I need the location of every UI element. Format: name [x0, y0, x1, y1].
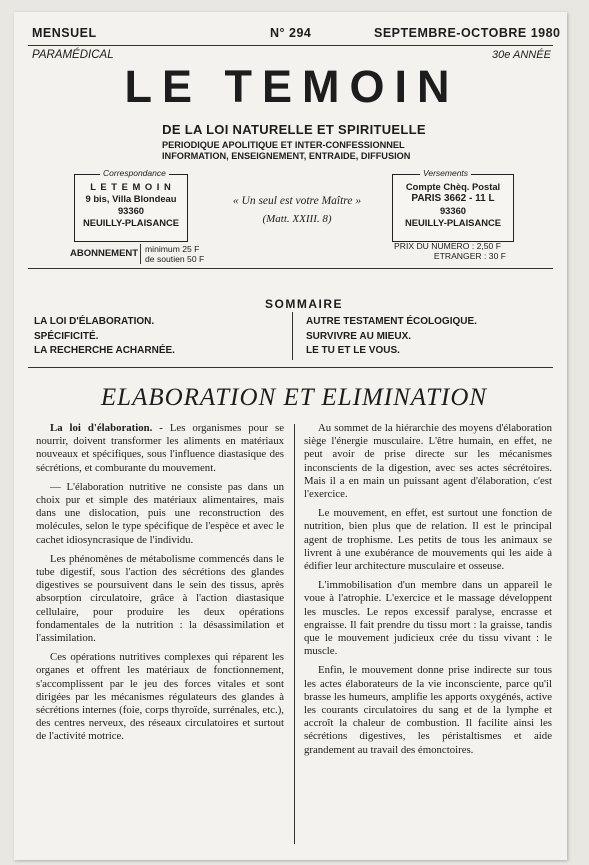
- tagline-1: PERIODIQUE APOLITIQUE ET INTER-CONFESSIONNEL: [162, 140, 405, 150]
- abonnement-prices: [140, 244, 204, 264]
- prix-block: [394, 241, 514, 261]
- lead-title: La loi d'élaboration. -: [50, 422, 163, 434]
- masthead-title: LE TEMOIN: [124, 61, 460, 112]
- article-paragraph: — L'élaboration nutritive ne consiste pas dans un choix pur et simple des matériaux alimentaires, mais dans une dislocation, puis une reconstruction des molécules, selon le type spécifique de l'espèce et avec le cachet idiosyncrasique de l'individu.: [36, 480, 284, 546]
- prix-numero: PRIX DU NUMERO : 2,50 F: [394, 241, 501, 251]
- sommaire-item: LA RECHERCHE ACHARNÉE.: [34, 345, 175, 356]
- versements-line1: Compte Chèq. Postal: [405, 181, 501, 192]
- versements-label: Versements: [420, 168, 471, 178]
- article-paragraph: Ces opérations nutritives complexes qui réparent les organes et offrent les matériaux de fonctionnement, s'accomplissent par le jeu des forces vitales et sont dirigées par les mécanismes régulateurs des glandes à sécrétions internes (foie, corps thyroïde, surrénales, etc.), des centres nerveux, des réseaux circulatoires et surtout de l'activité motrice.: [36, 651, 284, 743]
- newspaper-page: [14, 12, 567, 860]
- sommaire-item: SPÉCIFICITÉ.: [34, 330, 99, 342]
- article-paragraph: Les phénomènes de métabolisme commencés dans le tube digestif, sous l'action des sécrétions des glandes digestives se poursuivent dans le sein des tissus, après absorption circulatoire, grâce à l'action diastasique cellulaire, pour produire les deux opérations fondamentales de la nutrition : la désassimilation et l'assimilation.: [36, 552, 284, 645]
- masthead-subtitle: DE LA LOI NATURELLE ET SPIRITUELLE: [162, 122, 426, 137]
- article-paragraph: Au sommet de la hiérarchie des moyens d'élaboration siège l'énergie musculaire. L'être humain, en effet, ne peut avoir de prise directe sur les mécanismes inconscients de la digestion, avec ses actes sécrétoires. Mais il a en main un puissant agent d'élaboration, c'est l'exercice.: [304, 422, 552, 501]
- abonnement-label: ABONNEMENT: [70, 248, 139, 259]
- versements-line2: PARIS 3662 - 11 L: [411, 193, 495, 204]
- tagline-2: INFORMATION, ENSEIGNEMENT, ENTRAIDE, DIFFUSION: [162, 151, 411, 161]
- sommaire-divider: [292, 312, 293, 360]
- sommaire-right: [306, 315, 477, 359]
- article-column-2: [304, 422, 552, 763]
- correspondance-line2: 9 bis, Villa Blondeau: [85, 193, 177, 204]
- periodicity: MENSUEL: [32, 26, 97, 40]
- sommaire-bottom-rule: [28, 367, 553, 368]
- masthead-bottom-rule: [28, 268, 553, 269]
- article-paragraph: Le mouvement, en effet, est surtout une fonction de nutrition, bien plus que de relation. Il est le principal agent de trophisme. Les petits de tous les animaux se livrent à une exubérance de mouvements qui les aide à édifier leur architecture musculaire et osseuse.: [304, 507, 552, 573]
- versements-line4: NEUILLY-PLAISANCE: [404, 217, 502, 228]
- issue-number: N° 294: [270, 26, 312, 40]
- correspondance-line3: 93360: [117, 205, 145, 216]
- header-rule: [28, 45, 553, 46]
- correspondance-label: Correspondance: [100, 168, 169, 178]
- sommaire-item: LA LOI D'ÉLABORATION.: [34, 316, 155, 327]
- correspondance-box: [74, 174, 188, 242]
- column-divider: [294, 424, 295, 844]
- article-column-1: [36, 422, 284, 750]
- sommaire-item: LE TU ET LE VOUS.: [306, 345, 400, 356]
- sommaire-item: SURVIVRE AU MIEUX.: [306, 330, 412, 342]
- versements-box: [392, 174, 514, 242]
- prix-etranger: ETRANGER : 30 F: [433, 251, 506, 261]
- motto-quote: « Un seul est votre Maître »: [232, 195, 362, 207]
- sommaire-left: [34, 315, 175, 359]
- versements-line3: 93360: [439, 205, 467, 216]
- category: PARAMÉDICAL: [32, 49, 114, 61]
- abonnement-soutien: de soutien 50 F: [145, 254, 205, 264]
- article-headline: ELABORATION ET ELIMINATION: [100, 384, 488, 411]
- sommaire-title: SOMMAIRE: [265, 297, 343, 311]
- issue-date: SEPTEMBRE-OCTOBRE 1980: [374, 26, 561, 40]
- sommaire-item: AUTRE TESTAMENT ÉCOLOGIQUE.: [306, 316, 477, 327]
- year: 30e ANNÉE: [492, 49, 551, 61]
- article-paragraph: L'immobilisation d'un membre dans un appareil le voue à l'atrophie. L'exercice et le massage développent les muscles. Le repos excessif paralyse, encrasse et engraisse. Il fait prendre du tissu mort : la graisse, tandis que le mouvement judicieux crée du tissu vivant : le muscle.: [304, 579, 552, 658]
- abonnement-minimum: minimum 25 F: [145, 244, 200, 254]
- article-paragraph: La loi d'élaboration. - Les organismes pour se nourrir, doivent transformer les aliments en matériaux nouveaux et spécifiques, sous l'influence diastasique des sécrétions, et comburante du mouvement.: [36, 422, 284, 474]
- correspondance-line4: NEUILLY-PLAISANCE: [82, 217, 180, 228]
- article-paragraph: Enfin, le mouvement donne prise indirecte sur tous les actes élaborateurs de la vie inconsciente, parce qu'il brasse les humeurs, amplifie les apports oxygénés, active les courants circulatoires du sang et de la lymphe et accroît la chaleur de combustion. Il facilite ainsi les sécrétions digestives, les péristaltismes et aide grandement au travail des émonctoires.: [304, 664, 552, 756]
- motto-reference: (Matt. XXIII. 8): [262, 213, 332, 225]
- correspondance-line1: L E T E M O I N: [90, 181, 172, 192]
